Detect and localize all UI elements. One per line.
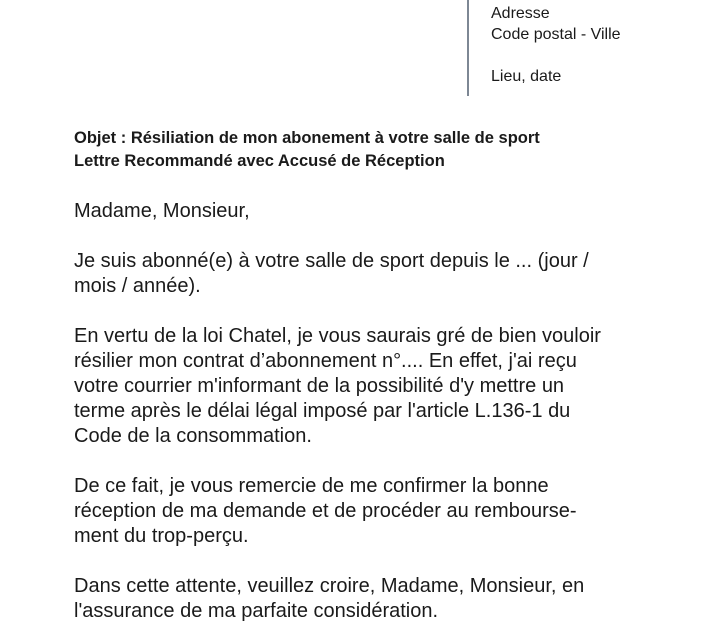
paragraph-line: mois / année). — [74, 275, 201, 297]
registered-mail-line: Lettre Recommandé avec Accusé de Réception — [74, 152, 445, 170]
address-line: Adresse — [491, 5, 550, 22]
confirmation-paragraph — [74, 474, 644, 549]
paragraph-line: Dans cette attente, veuillez croire, Madame, Monsieur, en — [74, 575, 585, 597]
salutation: Madame, Monsieur, — [74, 200, 250, 222]
paragraph-line: Je suis abonné(e) à votre salle de sport depuis le ... (jour / — [74, 250, 589, 272]
paragraph-line: En vertu de la loi Chatel, je vous saurais gré de bien vouloir — [74, 325, 601, 347]
subscription-paragraph — [74, 249, 644, 299]
paragraph-line: De ce fait, je vous remercie de me confirmer la bonne — [74, 475, 549, 497]
paragraph-line: terme après le délai légal imposé par l'article L.136-1 du — [74, 400, 571, 422]
paragraph-line: l'assurance de ma parfaite considération. — [74, 600, 439, 622]
paragraph-line: votre courrier m'informant de la possibilité d'y mettre un — [74, 375, 565, 397]
paragraph-line: résilier mon contrat d’abonnement n°.... En effet, j'ai reçu — [74, 350, 577, 372]
place-date-line: Lieu, date — [491, 68, 562, 85]
letter-subject — [74, 127, 674, 173]
postal-code-city-line: Code postal - Ville — [491, 26, 621, 43]
subject-line: Objet : Résiliation de mon abonement à votre salle de sport — [74, 129, 540, 147]
closing-paragraph — [74, 574, 644, 624]
letter-body — [74, 199, 644, 624]
paragraph-line: ment du trop-perçu. — [74, 525, 249, 547]
paragraph-line: réception de ma demande et de procéder au rembourse- — [74, 500, 577, 522]
termination-request-paragraph — [74, 324, 644, 449]
recipient-address-block — [467, 0, 699, 96]
paragraph-line: Code de la consommation. — [74, 425, 312, 447]
